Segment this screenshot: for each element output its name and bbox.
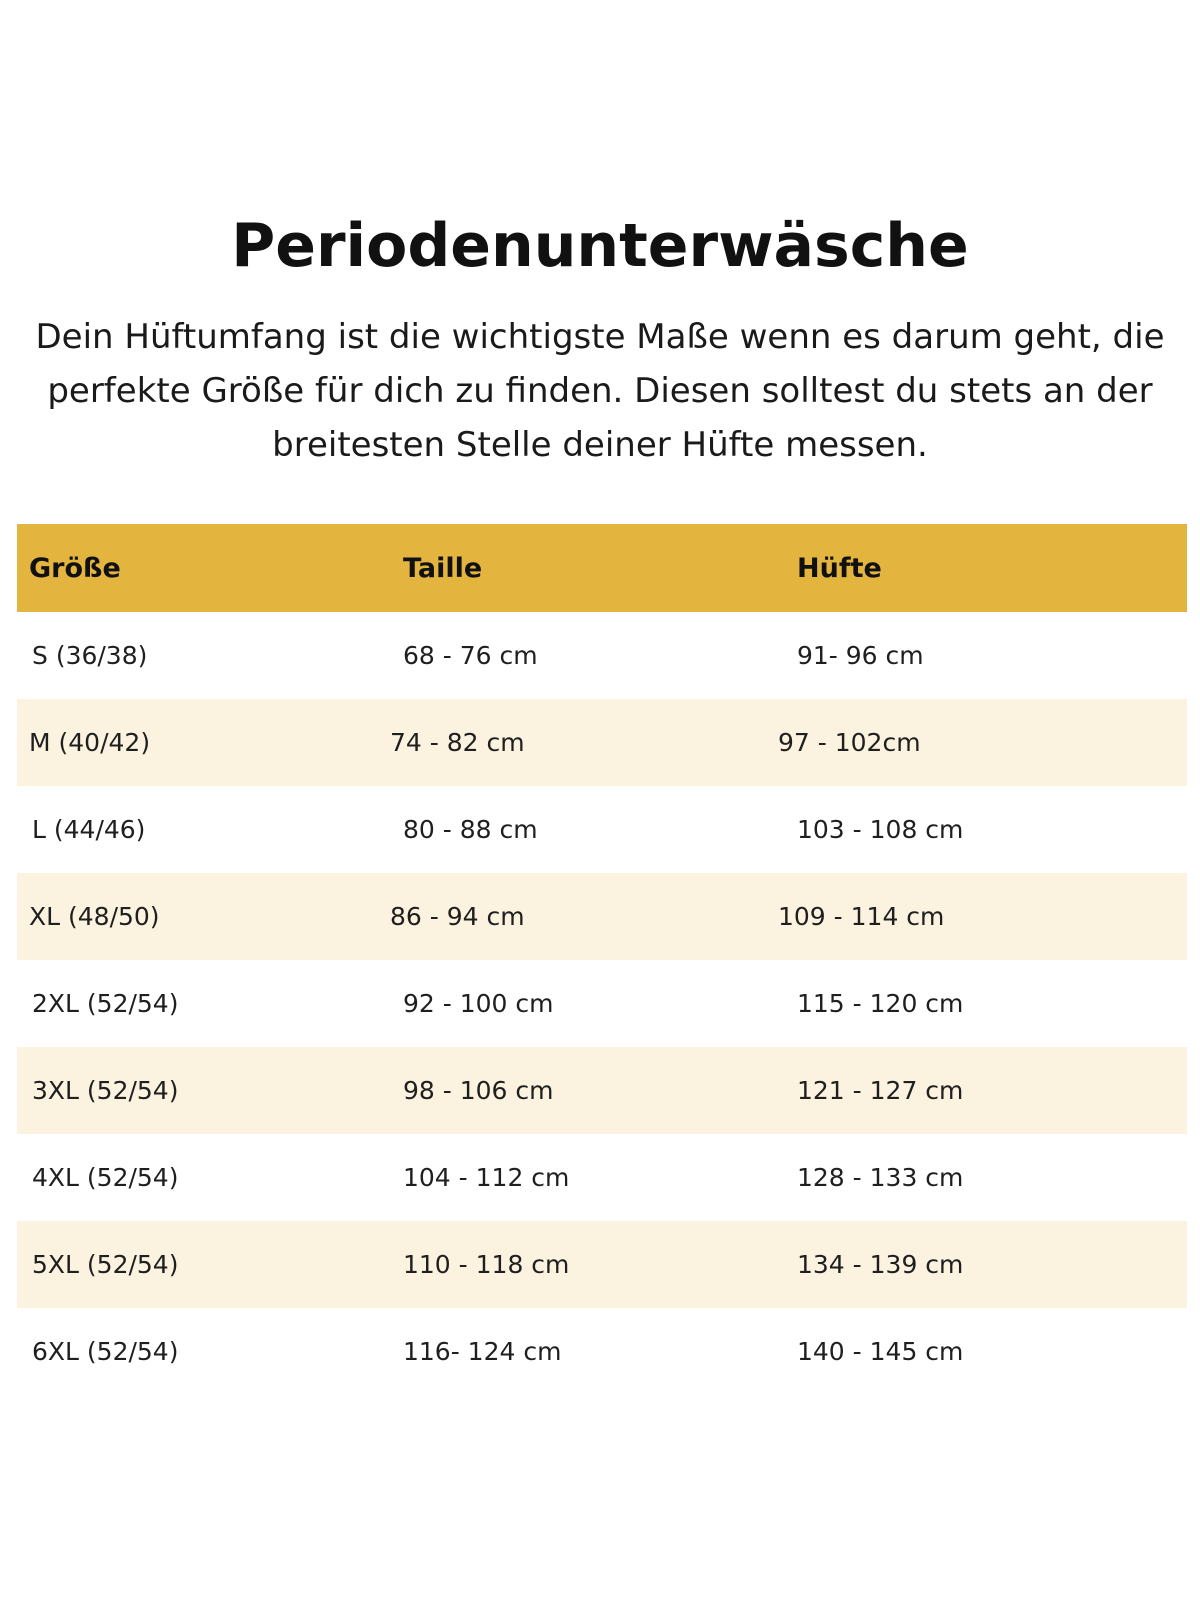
page-title: Periodenunterwäsche [231, 211, 969, 281]
hip-cell: 115 - 120 cm [797, 989, 964, 1018]
hip-cell: 97 - 102cm [778, 728, 921, 757]
waist-cell: 110 - 118 cm [403, 1250, 570, 1279]
waist-cell: 86 - 94 cm [390, 902, 525, 931]
size-cell: XL (48/50) [29, 902, 160, 931]
table-row [17, 612, 1187, 699]
waist-cell: 116- 124 cm [403, 1337, 562, 1366]
table-row [17, 786, 1187, 873]
size-cell: 5XL (52/54) [32, 1250, 179, 1279]
hip-cell: 103 - 108 cm [797, 815, 964, 844]
table-row [17, 873, 1187, 960]
table-row [17, 1221, 1187, 1308]
table-row [17, 699, 1187, 786]
hip-cell: 140 - 145 cm [797, 1337, 964, 1366]
table-row [17, 1047, 1187, 1134]
hip-cell: 91- 96 cm [797, 641, 924, 670]
hip-cell: 128 - 133 cm [797, 1163, 964, 1192]
header-waist: Taille [403, 552, 483, 584]
waist-cell: 68 - 76 cm [403, 641, 538, 670]
size-cell: 3XL (52/54) [32, 1076, 179, 1105]
waist-cell: 92 - 100 cm [403, 989, 554, 1018]
header-size: Größe [29, 552, 121, 584]
size-table [17, 524, 1187, 1395]
size-cell: S (36/38) [32, 641, 148, 670]
size-cell: 6XL (52/54) [32, 1337, 179, 1366]
waist-cell: 80 - 88 cm [403, 815, 538, 844]
header-hip: Hüfte [797, 552, 882, 584]
table-header-row [17, 524, 1187, 612]
size-cell: 4XL (52/54) [32, 1163, 179, 1192]
hip-cell: 121 - 127 cm [797, 1076, 964, 1105]
size-cell: M (40/42) [29, 728, 151, 757]
intro-text: Dein Hüftumfang ist die wichtigste Maße wenn es darum geht, die perfekte Größe für dich zu finden. Diesen solltest du stets an der breitesten Stelle deiner Hüfte messen. [35, 317, 1165, 465]
waist-cell: 74 - 82 cm [390, 728, 525, 757]
table-row [17, 960, 1187, 1047]
table-row [17, 1134, 1187, 1221]
table-row [17, 1308, 1187, 1395]
size-cell: L (44/46) [32, 815, 146, 844]
waist-cell: 98 - 106 cm [403, 1076, 554, 1105]
hip-cell: 134 - 139 cm [797, 1250, 964, 1279]
size-cell: 2XL (52/54) [32, 989, 179, 1018]
hip-cell: 109 - 114 cm [778, 902, 945, 931]
waist-cell: 104 - 112 cm [403, 1163, 570, 1192]
